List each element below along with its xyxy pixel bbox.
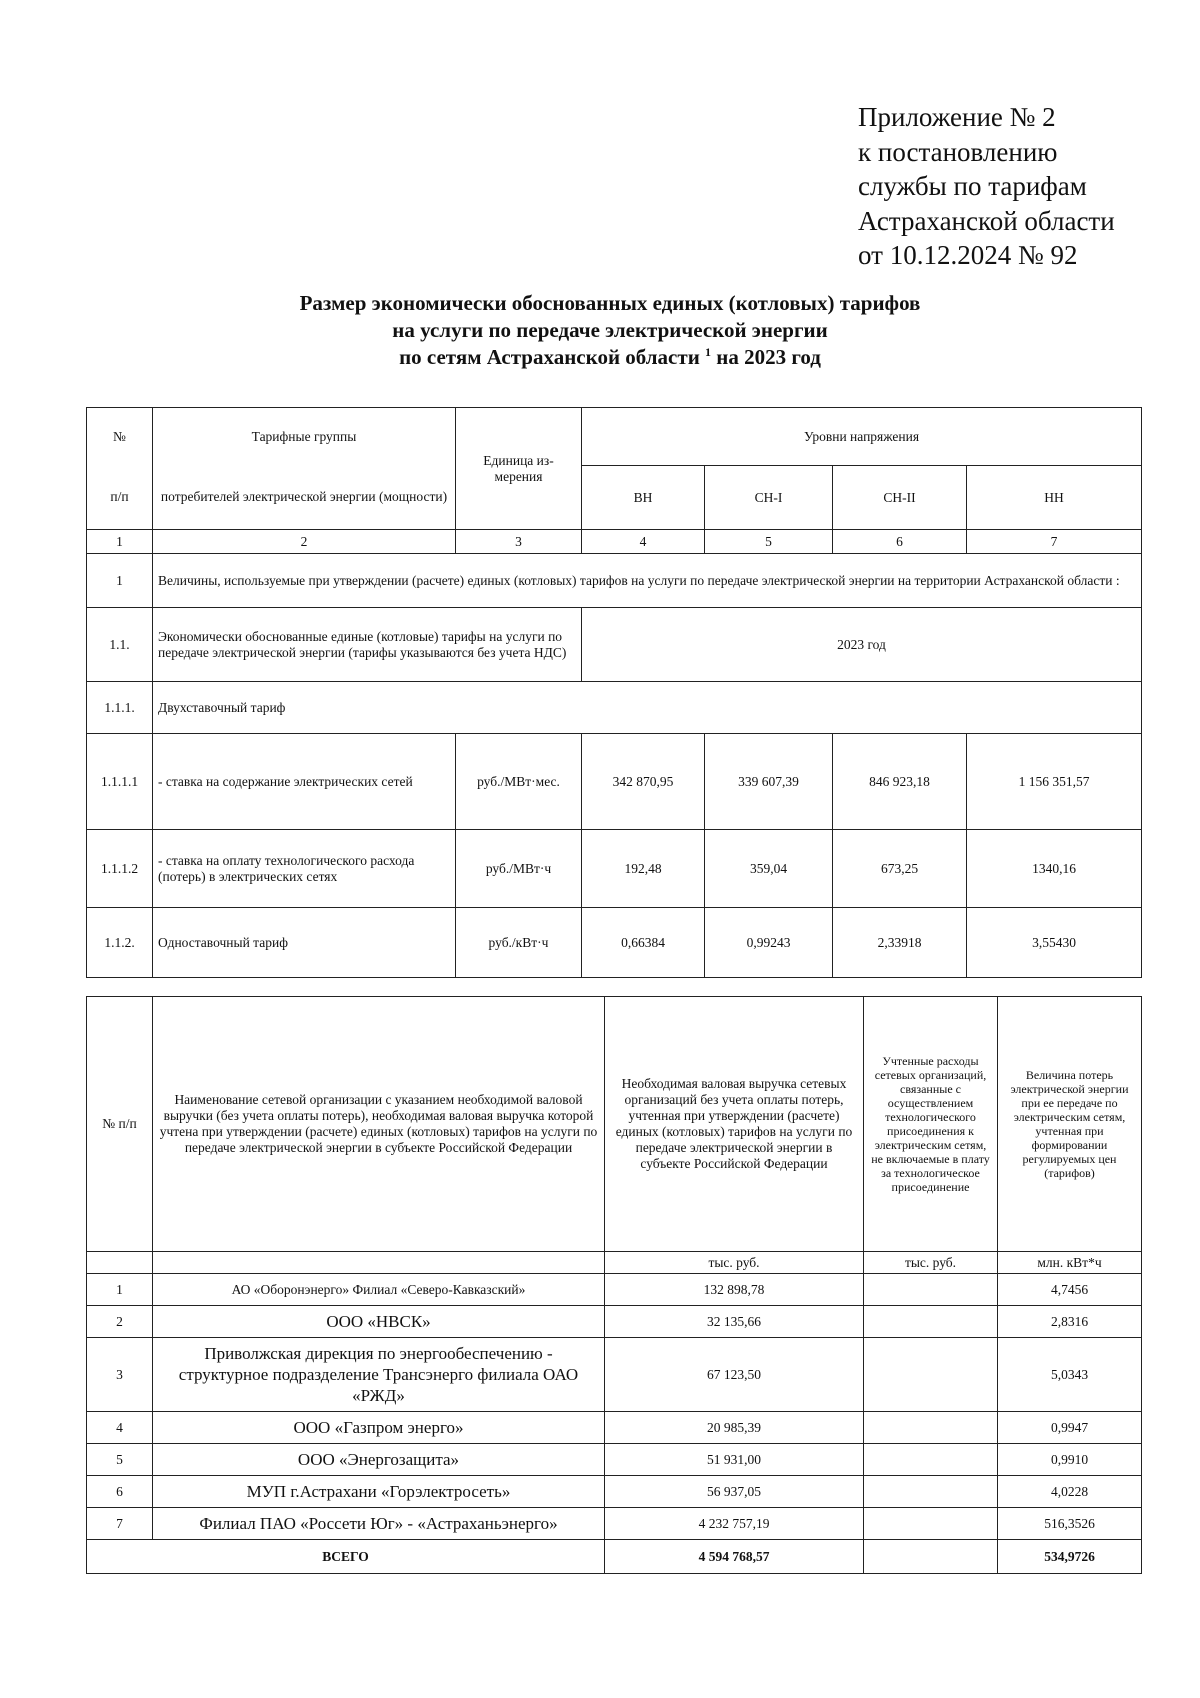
- value-sn1: 339 607,39: [705, 734, 833, 830]
- expenses-value: [864, 1412, 998, 1444]
- total-revenue: 4 594 768,57: [605, 1540, 864, 1574]
- table-row: [87, 1444, 1142, 1476]
- header-losses: Величина потерь электрической энергии при ее передаче по электрическим сетям, учтенная при формировании регулируемых цен (тарифов): [998, 997, 1142, 1252]
- revenue-value: 132 898,78: [605, 1274, 864, 1306]
- total-label: ВСЕГО: [87, 1540, 605, 1574]
- losses-value: 4,0228: [998, 1476, 1142, 1508]
- column-number: 7: [967, 530, 1142, 554]
- unit-expenses: тыс. руб.: [864, 1252, 998, 1274]
- revenue-value: 20 985,39: [605, 1412, 864, 1444]
- value-sn2: 673,25: [833, 830, 967, 908]
- header-expenses: Учтенные расходы сетевых организаций, связанные с осуществлением технологического присоединения к электрическим сетям, не включаемые в плату за технологическое присоединение: [864, 997, 998, 1252]
- appendix-line: службы по тарифам: [858, 171, 1087, 201]
- unit-losses: млн. кВт*ч: [998, 1252, 1142, 1274]
- table-row: [87, 608, 1142, 682]
- table-row: [87, 734, 1142, 830]
- column-number: 6: [833, 530, 967, 554]
- table-row: [87, 1274, 1142, 1306]
- row-num: 4: [87, 1412, 153, 1444]
- losses-value: 516,3526: [998, 1508, 1142, 1540]
- row-num: 1: [87, 1274, 153, 1306]
- expenses-value: [864, 1306, 998, 1338]
- row-num: 3: [87, 1338, 153, 1412]
- footnote-marker: 1: [705, 345, 712, 359]
- row-num: 1: [87, 554, 153, 608]
- row-num: 1.1.1.: [87, 682, 153, 734]
- row-num: 2: [87, 1306, 153, 1338]
- table-row: [87, 908, 1142, 978]
- header-voltage-levels: Уровни напряжения: [582, 408, 1142, 466]
- expenses-value: [864, 1508, 998, 1540]
- table-row: [87, 554, 1142, 608]
- title-line-text: на 2023 год: [716, 345, 821, 369]
- row-num: 1.1.1.1: [87, 734, 153, 830]
- row-text: Экономически обоснованные единые (котловые) тарифы на услуги по передаче электрической энергии (тарифы указываются без учета НДС): [153, 608, 582, 682]
- table-row: [87, 1508, 1142, 1540]
- losses-value: 0,9947: [998, 1412, 1142, 1444]
- row-unit: руб./МВт·ч: [456, 830, 582, 908]
- row-text: Величины, используемые при утверждении (расчете) единых (котловых) тарифов на услуги по передаче электрической энергии на территории Астраханской области :: [153, 554, 1142, 608]
- table-row: [87, 1412, 1142, 1444]
- losses-value: 0,9910: [998, 1444, 1142, 1476]
- org-name: АО «Оборонэнерго» Филиал «Северо-Кавказский»: [153, 1274, 605, 1306]
- revenue-value: 56 937,05: [605, 1476, 864, 1508]
- total-losses: 534,9726: [998, 1540, 1142, 1574]
- row-text: Одноставочный тариф: [153, 908, 456, 978]
- expenses-value: [864, 1274, 998, 1306]
- value-sn1: 0,99243: [705, 908, 833, 978]
- year-cell: 2023 год: [582, 608, 1142, 682]
- org-name: ООО «Газпром энерго»: [153, 1412, 605, 1444]
- losses-value: 2,8316: [998, 1306, 1142, 1338]
- table-row: [87, 1476, 1142, 1508]
- header-num-bottom: п/п: [87, 466, 153, 530]
- losses-value: 4,7456: [998, 1274, 1142, 1306]
- row-num: 1.1.2.: [87, 908, 153, 978]
- table-row: [87, 1306, 1142, 1338]
- org-name: ООО «НВСК»: [153, 1306, 605, 1338]
- table-row: [87, 682, 1142, 734]
- value-sn2: 2,33918: [833, 908, 967, 978]
- row-unit: руб./кВт·ч: [456, 908, 582, 978]
- value-nn: 3,55430: [967, 908, 1142, 978]
- header-num: № п/п: [87, 997, 153, 1252]
- row-text: - ставка на содержание электрических сетей: [153, 734, 456, 830]
- org-name: ООО «Энергозащита»: [153, 1444, 605, 1476]
- tariff-table: [86, 407, 1142, 978]
- org-name: Филиал ПАО «Россети Юг» - «Астраханьэнерго»: [153, 1508, 605, 1540]
- org-name: Приволжская дирекция по энергообеспечению - структурное подразделение Трансэнерго филиала ОАО «РЖД»: [153, 1338, 605, 1412]
- column-number: 1: [87, 530, 153, 554]
- header-groups-bottom: потребителей электрической энергии (мощности): [153, 466, 456, 530]
- header-sn2: СН-II: [833, 466, 967, 530]
- row-num: 5: [87, 1444, 153, 1476]
- column-number: 3: [456, 530, 582, 554]
- row-num: 1.1.1.2: [87, 830, 153, 908]
- expenses-value: [864, 1444, 998, 1476]
- row-text: Двухставочный тариф: [153, 682, 1142, 734]
- title-line-text: по сетям Астраханской области: [399, 345, 700, 369]
- appendix-line: от 10.12.2024 № 92: [858, 240, 1078, 270]
- revenue-value: 32 135,66: [605, 1306, 864, 1338]
- expenses-value: [864, 1338, 998, 1412]
- value-sn1: 359,04: [705, 830, 833, 908]
- appendix-line: Астраханской области: [858, 205, 1115, 236]
- organizations-table: [86, 996, 1142, 1574]
- row-num: 7: [87, 1508, 153, 1540]
- revenue-value: 51 931,00: [605, 1444, 864, 1476]
- header-sn1: СН-I: [705, 466, 833, 530]
- row-unit: руб./МВт·мес.: [456, 734, 582, 830]
- title-line: [80, 344, 1140, 371]
- unit-revenue: тыс. руб.: [605, 1252, 864, 1274]
- header-org-name: Наименование сетевой организации с указанием необходимой валовой выручки (без учета оплаты потерь), необходимая валовая выручка которой учтена при утверждении (расчете) единых (котловых) тарифов на услуги по передаче электрической энергии в субъекте Российской Федерации: [153, 997, 605, 1252]
- header-revenue: Необходимая валовая выручка сетевых организаций без учета оплаты потерь, учтенная при утверждении (расчете) единых (котловых) тарифов на услуги по передаче электрической энергии в субъекте Российской Федерации: [605, 997, 864, 1252]
- value-nn: 1 156 351,57: [967, 734, 1142, 830]
- org-name: МУП г.Астрахани «Горэлектросеть»: [153, 1476, 605, 1508]
- header-unit: Единица из-мерения: [456, 408, 582, 530]
- table-row: [87, 1338, 1142, 1412]
- appendix-block: [858, 100, 1115, 273]
- revenue-value: 4 232 757,19: [605, 1508, 864, 1540]
- appendix-line: Приложение № 2: [858, 102, 1056, 132]
- value-nn: 1340,16: [967, 830, 1142, 908]
- title-line: на услуги по передаче электрической энергии: [392, 318, 828, 342]
- value-vn: 192,48: [582, 830, 705, 908]
- header-num-top: №: [87, 408, 153, 466]
- document-title: [80, 290, 1140, 371]
- total-row: [87, 1540, 1142, 1574]
- title-line: Размер экономически обоснованных единых (котловых) тарифов: [299, 291, 921, 315]
- value-vn: 0,66384: [582, 908, 705, 978]
- column-number: 2: [153, 530, 456, 554]
- value-vn: 342 870,95: [582, 734, 705, 830]
- header-vn: ВН: [582, 466, 705, 530]
- losses-value: 5,0343: [998, 1338, 1142, 1412]
- revenue-value: 67 123,50: [605, 1338, 864, 1412]
- header-nn: НН: [967, 466, 1142, 530]
- column-number: 5: [705, 530, 833, 554]
- row-num: 1.1.: [87, 608, 153, 682]
- column-number: 4: [582, 530, 705, 554]
- value-sn2: 846 923,18: [833, 734, 967, 830]
- header-empty: [153, 1252, 605, 1274]
- expenses-value: [864, 1476, 998, 1508]
- appendix-line: к постановлению: [858, 136, 1058, 167]
- table-row: [87, 830, 1142, 908]
- header-groups-top: Тарифные группы: [153, 408, 456, 466]
- header-empty: [87, 1252, 153, 1274]
- row-text: - ставка на оплату технологического расхода (потерь) в электрических сетях: [153, 830, 456, 908]
- total-expenses: [864, 1540, 998, 1574]
- row-num: 6: [87, 1476, 153, 1508]
